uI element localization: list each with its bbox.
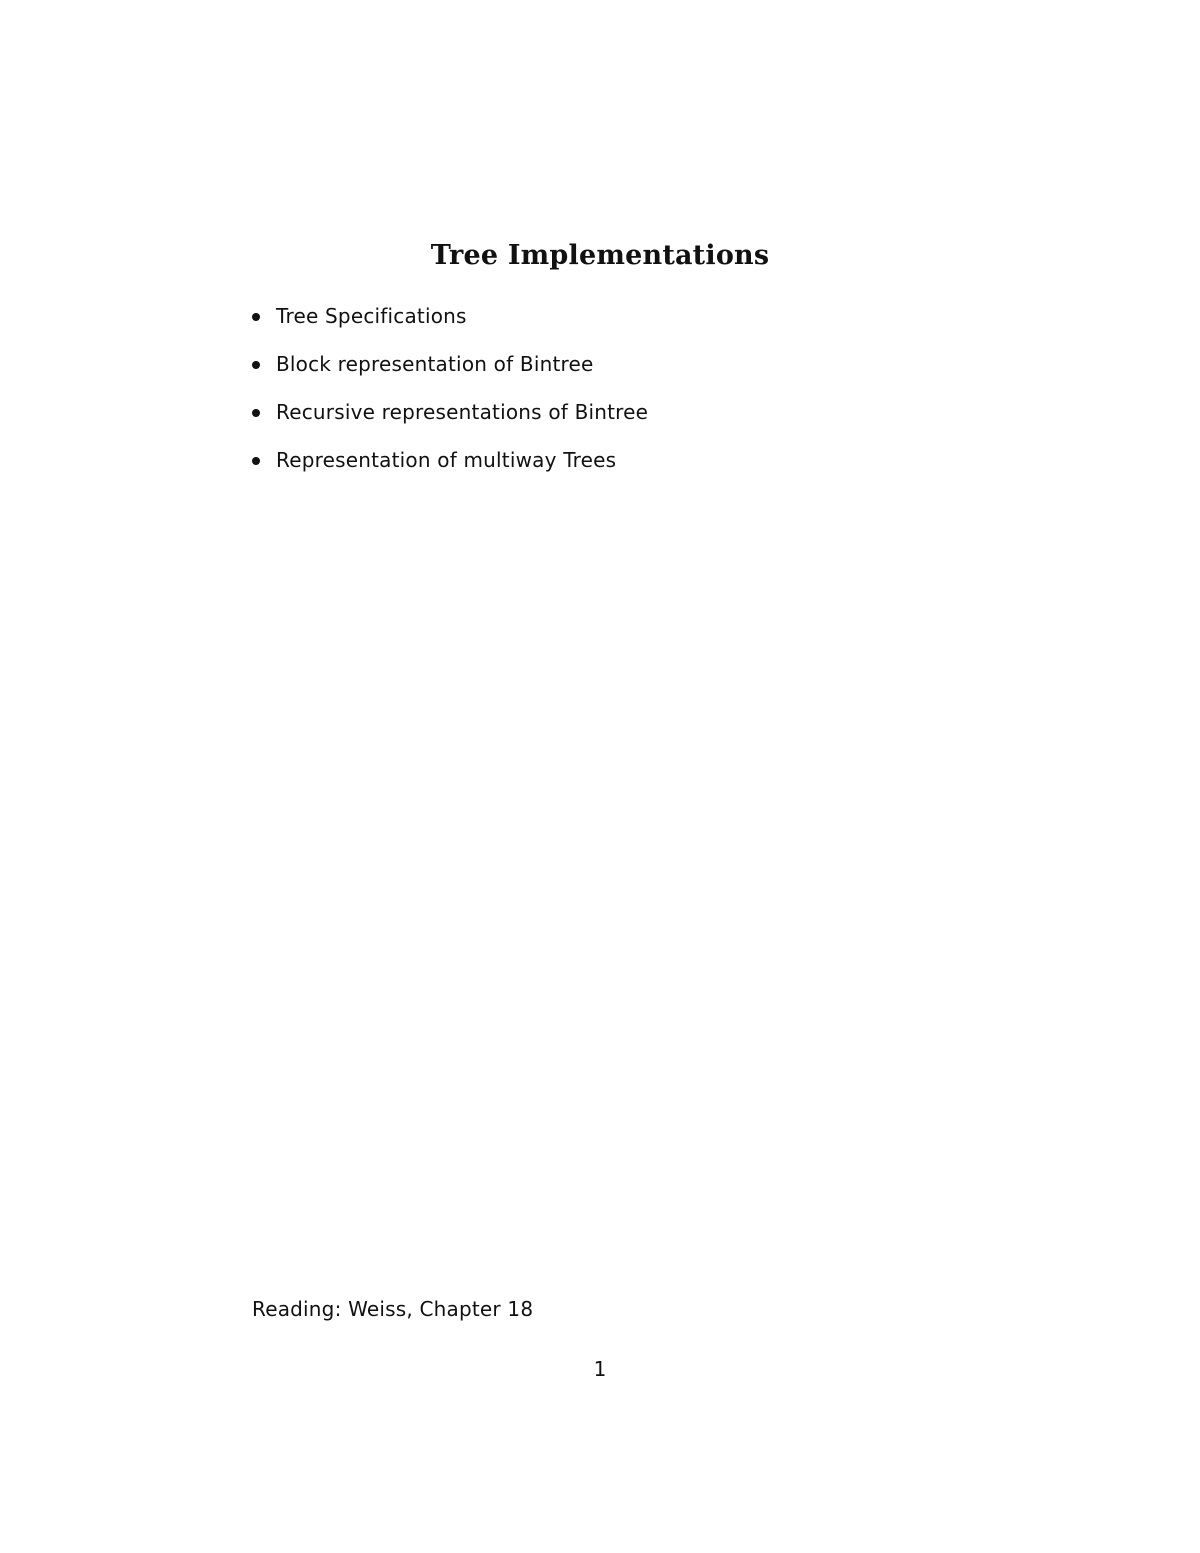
bullet-icon [252, 313, 260, 321]
list-item [252, 350, 648, 378]
bullet-icon [252, 409, 260, 417]
list-item-label: Block representation of Bintree [276, 352, 594, 376]
bullet-list [252, 302, 648, 494]
list-item-label: Representation of multiway Trees [276, 448, 617, 472]
list-item-label: Tree Specifications [276, 304, 467, 328]
reading-reference: Reading: Weiss, Chapter 18 [252, 1297, 534, 1321]
bullet-icon [252, 361, 260, 369]
list-item [252, 398, 648, 426]
page-title: Tree Implementations [430, 240, 770, 271]
list-item [252, 302, 648, 330]
bullet-icon [252, 457, 260, 465]
list-item [252, 446, 648, 474]
list-item-label: Recursive representations of Bintree [276, 400, 649, 424]
page-number: 1 [593, 1357, 607, 1381]
